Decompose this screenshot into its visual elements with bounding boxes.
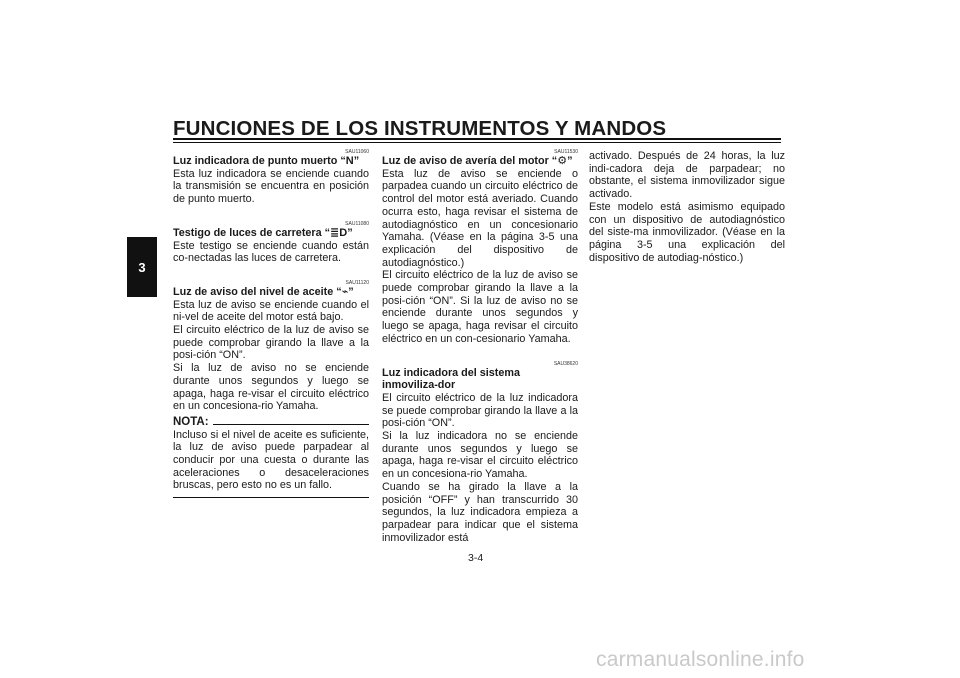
column-1 [173, 150, 369, 498]
section-code: SAU38620 [553, 360, 578, 367]
paragraph: Esta luz de aviso se enciende o parpadea cuando un circuito eléctrico de control del motor está averiado. Cuando ocurra esto, haga revisar el sistema de autodiagnóstico en un concesionario Yamaha. (Véase en la página 3-5 una explicación del dispositivo de autodiagnóstico.) [382, 167, 578, 269]
paragraph: Si la luz indicadora no se enciende durante unos segundos y luego se apaga, haga re-visar el circuito eléctrico en un concesiona-rio Yamaha. [382, 430, 578, 481]
section-heading-high-beam: Testigo de luces de carretera “≣D” [173, 226, 353, 239]
note-label: NOTA: [173, 415, 209, 428]
title-rule [173, 138, 781, 140]
paragraph: activado. Después de 24 horas, la luz indi-cadora deja de parpadear; no obstante, el sistema inmovilizador sigue activado. [589, 150, 785, 201]
paragraph: El circuito eléctrico de la luz de aviso se puede comprobar girando la llave a la posi-ción “ON”. [173, 324, 369, 362]
paragraph: El circuito eléctrico de la luz de aviso se puede comprobar girando la llave a la posi-ción “ON”. Si la luz de aviso no se enciende durante unos segundos y luego se apaga, haga revisar el circuito eléctrico en un con-cesionario Yamaha. [382, 269, 578, 345]
paragraph: Esta luz de aviso se enciende cuando el ni-vel de aceite del motor está bajo. [173, 298, 369, 324]
section-tab: 3 [127, 237, 157, 297]
section-heading-engine-trouble: Luz de aviso de avería del motor “⚙” [382, 155, 573, 167]
column-3 [589, 150, 785, 264]
note-end-rule [173, 497, 369, 498]
note-text: Incluso si el nivel de aceite es suficiente, la luz de aviso puede parpadear al conducir por una cuesta o durante las aceleraciones o desaceleraciones bruscas, pero esto no es un fallo. [173, 428, 369, 492]
paragraph: Esta luz indicadora se enciende cuando la transmisión se encuentra en posición de punto muerto. [173, 167, 369, 206]
section-code: SAU11120 [345, 279, 369, 286]
engine-icon: ⚙ [557, 155, 568, 167]
oil-can-icon: ⌁ [341, 285, 349, 298]
watermark: carmanualsonline.info [596, 648, 805, 671]
note-rule [213, 424, 369, 425]
section-heading-oil-level: Luz de aviso del nivel de aceite “⌁” [173, 285, 354, 298]
high-beam-icon: ≣D [330, 226, 348, 239]
paragraph: Este testigo se enciende cuando están co-nectadas las luces de carretera. [173, 239, 369, 265]
paragraph: Este modelo está asimismo equipado con un dispositivo de autodiagnóstico del siste-ma inmovilizador. (Véase en la página 3-5 una explicación del dispositivo de autodiag-nóstico.) [589, 200, 785, 264]
page-title: FUNCIONES DE LOS INSTRUMENTOS Y MANDOS [173, 117, 667, 140]
section-code: SAU11080 [345, 220, 369, 227]
section-code: SAU11060 [345, 149, 369, 155]
paragraph: El circuito eléctrico de la luz indicadora se puede comprobar girando la llave a la posi-ción “ON”. [382, 391, 578, 430]
neutral-icon: N [345, 155, 354, 167]
section-code: SAU11530 [554, 149, 578, 155]
section-heading-immobilizer: Luz indicadora del sistema inmoviliza-dor [382, 366, 520, 392]
page-number: 3-4 [468, 552, 484, 564]
paragraph: Cuando se ha girado la llave a la posición “OFF” y han transcurrido 30 segundos, la luz indicadora empieza a parpadear para indicar que el sistema inmovilizador está [382, 480, 578, 544]
section-heading-neutral: Luz indicadora de punto muerto “N” [173, 155, 360, 167]
paragraph: Si la luz de aviso no se enciende durante unos segundos y luego se apaga, haga re-visar el circuito eléctrico en un concesiona-rio Yamaha. [173, 362, 369, 413]
note-header [173, 416, 369, 429]
column-2 [382, 150, 578, 544]
title-rule-thin [173, 142, 781, 143]
